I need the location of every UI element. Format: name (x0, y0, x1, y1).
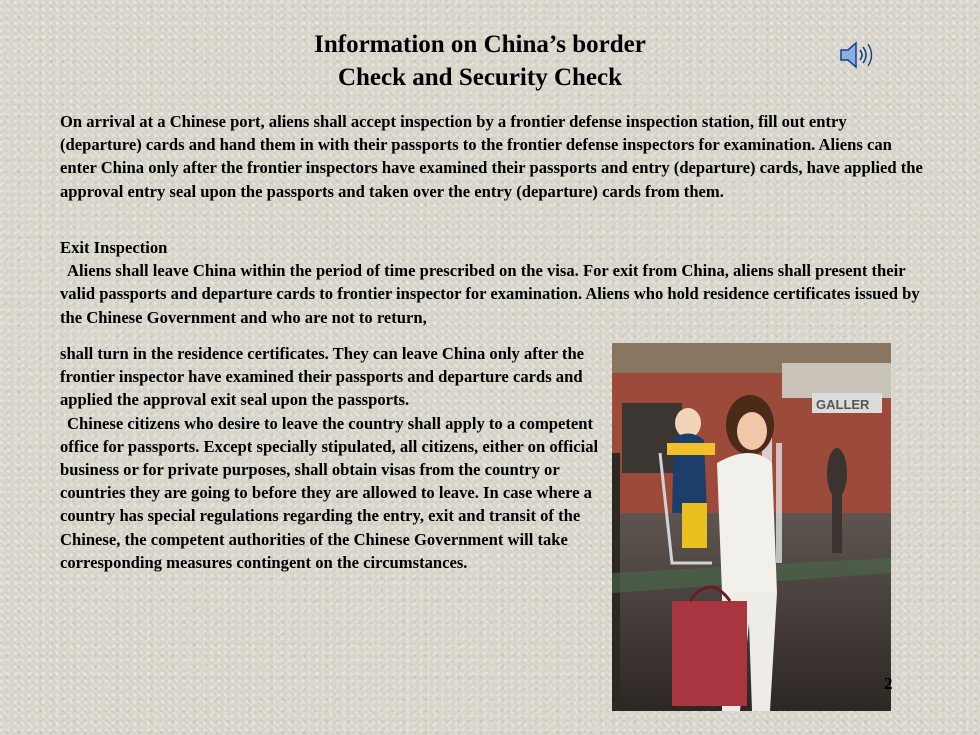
arrival-paragraph: On arrival at a Chinese port, aliens shall accept inspection by a frontier defense inspection station, fill out entry (departure) cards and hand them in with their passports to the frontier defense inspectors for examination. Aliens can enter China only after the frontier inspectors have examined their passports and entry (departure) cards, have applied the approval entry seal upon the passports and taken over the entry (departure) cards from them. (60, 112, 923, 201)
gallery-sign-text: GALLER (816, 397, 870, 412)
exit-inspection-heading: Exit Inspection (60, 238, 168, 257)
title-line-1: Information on China’s border (314, 31, 646, 58)
photo-woman-with-child (612, 343, 891, 711)
residence-paragraph: shall turn in the residence certificates. They can leave China only after the frontier inspector have examined their passports and departure cards and applied the approval exit seal upon the passports. (60, 344, 585, 410)
page-number: 2 (884, 674, 893, 693)
exit-paragraph: Aliens shall leave China within the period of time prescribed on the visa. For exit from China, aliens shall present their valid passports and departure cards to frontier inspector for examination. Aliens who hold residence certificates issued by the Chinese Government and who are not to return, (60, 261, 920, 327)
left-column-text (60, 342, 600, 574)
title-line-2: Check and Security Check (337, 64, 623, 91)
speaker-icon[interactable] (838, 38, 876, 72)
slide-title (220, 28, 740, 94)
photo-illustration (612, 343, 891, 711)
exit-section (60, 236, 930, 329)
chinese-citizens-paragraph: Chinese citizens who desire to leave the country shall apply to a competent office for passports. Except specially stipulated, all citizens, either on official business or for private purposes, shall obtain visas from the country or countries they are going to before they are allowed to leave. In case where a country has special regulations regarding the entry, exit and transit of the Chinese, the competent authorities of the Chinese Government will take corresponding measures contingent on the circumstances. (60, 413, 599, 572)
